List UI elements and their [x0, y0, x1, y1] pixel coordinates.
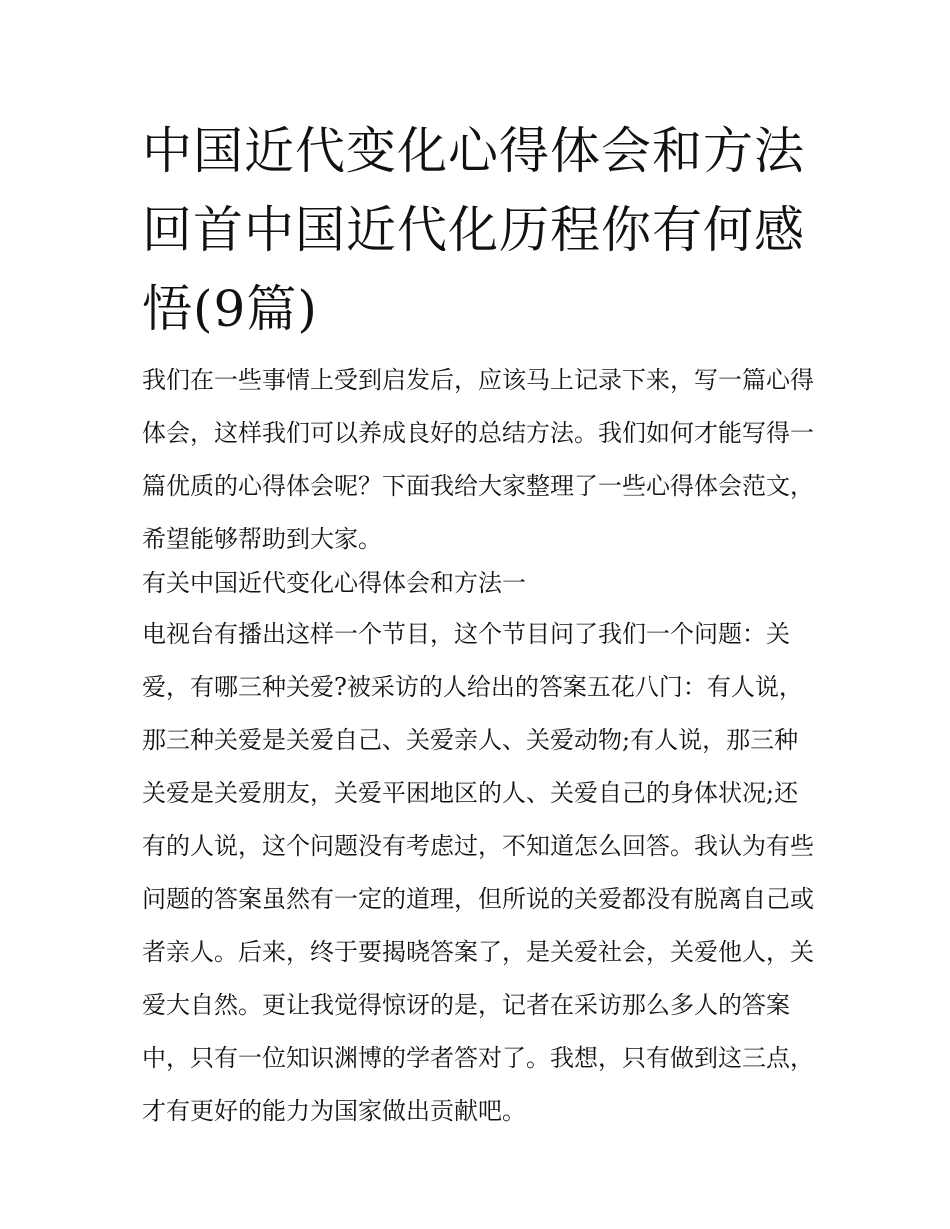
section-heading: 有关中国近代变化心得体会和方法一 [142, 569, 526, 597]
intro-paragraph: 我们在一些事情上受到启发后，应该马上记录下来，写一篇心得体会，这样我们可以养成良好的总结方法。我们如何才能写得一篇优质的心得体会呢？下面我给大家整理了一些心得体会范文，希望能够帮助到大家。 [142, 366, 814, 553]
section-body-paragraph: 电视台有播出这样一个节目，这个节目问了我们一个问题：关爱，有哪三种关爱?被采访的人给出的答案五花八门：有人说，那三种关爱是关爱自己、关爱亲人、关爱动物;有人说，那三种关爱是关爱朋友，关爱平困地区的人、关爱自己的身体状况;还有的人说，这个问题没有考虑过，不知道怎么回答。我认为有些问题的答案虽然有一定的道理，但所说的关爱都没有脱离自己或者亲人。后来，终于要揭晓答案了，是关爱社会，关爱他人，关爱大自然。更让我觉得惊讶的是，记者在采访那么多人的答案中，只有一位知识渊博的学者答对了。我想，只有做到这三点，才有更好的能力为国家做出贡献吧。 [142, 620, 814, 1125]
document-title: 中国近代变化心得体会和方法回首中国近代化历程你有何感悟(9篇) [142, 122, 805, 338]
